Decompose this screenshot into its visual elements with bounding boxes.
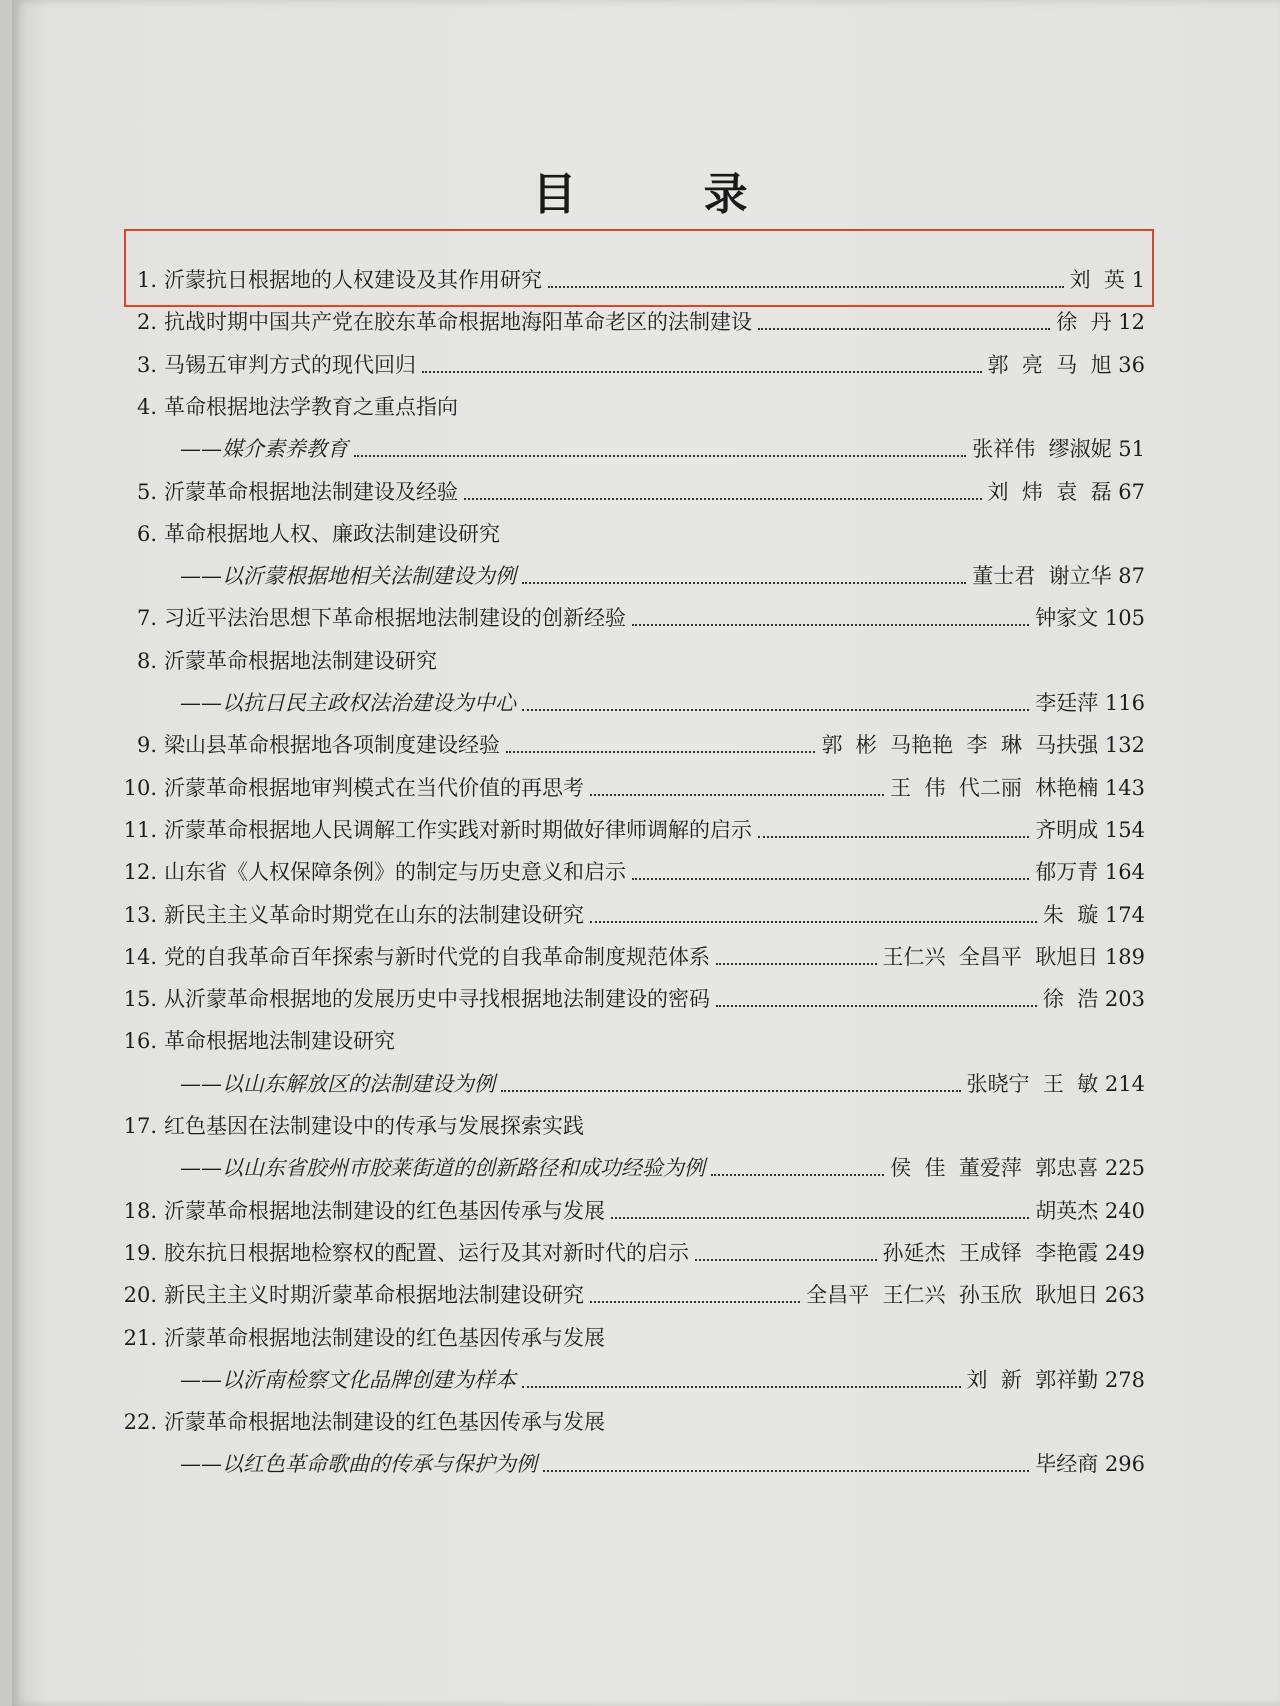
entry-number: 15.: [123, 987, 157, 1012]
entry-title: 胶东抗日根据地检察权的配置、运行及其对新时代的启示: [164, 1240, 689, 1265]
dot-leader: [590, 921, 1037, 923]
entry-authors-page: [883, 939, 1145, 975]
toc-entry: [0, 1235, 1280, 1271]
entry-title: 马锡五审判方式的现代回归: [164, 352, 416, 377]
entry-authors-page: [967, 1066, 1145, 1102]
entry-authors-page: [1035, 1193, 1145, 1229]
entry-authors-page: [1035, 812, 1145, 848]
toc-entry: [0, 516, 1280, 552]
entry-number: 4.: [136, 394, 157, 419]
entry-authors: 张祥伟 缪淑妮: [972, 437, 1112, 462]
dot-leader: [716, 963, 877, 965]
entry-authors-page: [1043, 981, 1145, 1017]
entry-authors-page: [967, 1362, 1145, 1398]
dot-leader: [590, 1301, 800, 1303]
entry-authors-page: [1070, 262, 1145, 298]
entry-title: 革命根据地法学教育之重点指向: [164, 394, 458, 419]
toc-entry: [0, 643, 1280, 679]
entry-page-number: 240: [1104, 1198, 1145, 1223]
entry-authors-page: [1035, 854, 1145, 890]
toc-entry-subtitle-line: [0, 431, 1280, 467]
entry-number: 3.: [136, 352, 157, 377]
entry-page-number: 296: [1104, 1452, 1145, 1477]
toc-entry-subtitle-line: [0, 1150, 1280, 1186]
entry-authors: 刘 炜 袁 磊: [987, 479, 1112, 504]
entry-authors: 钟家文: [1035, 606, 1099, 631]
toc-entry: [0, 474, 1280, 510]
entry-title: 沂蒙革命根据地法制建设的红色基因传承与发展: [164, 1325, 605, 1350]
entry-title: 沂蒙革命根据地审判模式在当代价值的再思考: [164, 775, 584, 800]
entry-authors-page: [972, 431, 1145, 467]
entry-number: 10.: [123, 775, 157, 800]
entry-title: 从沂蒙革命根据地的发展历史中寻找根据地法制建设的密码: [164, 987, 710, 1012]
toc-entry-subtitle-line: [0, 1362, 1280, 1398]
entry-title: 新民主主义革命时期党在山东的法制建设研究: [164, 902, 584, 927]
entry-number: 7.: [136, 606, 157, 631]
entry-authors: 胡英杰: [1035, 1198, 1099, 1223]
entry-title: 抗战时期中国共产党在胶东革命根据地海阳革命老区的法制建设: [164, 310, 752, 335]
entry-authors-page: [988, 347, 1145, 383]
entry-page-number: 105: [1104, 606, 1145, 631]
entry-page-number: 87: [1118, 564, 1145, 589]
entry-authors: 董士君 谢立华: [972, 564, 1112, 589]
entry-number: 12.: [123, 860, 157, 885]
entry-title: 革命根据地法制建设研究: [164, 1029, 395, 1054]
toc-entry: [0, 262, 1280, 298]
toc-entry: [0, 854, 1280, 890]
entry-authors-page: [1035, 600, 1145, 636]
dot-leader: [758, 328, 1050, 330]
entry-authors: 王仁兴 全昌平 耿旭日: [882, 944, 1099, 969]
entry-number: 8.: [136, 648, 157, 673]
toc-entry: [0, 1320, 1280, 1356]
dot-leader: [501, 1090, 961, 1092]
toc-entry: [0, 727, 1280, 763]
entry-number: 1.: [136, 268, 157, 292]
entry-authors-page: [883, 1235, 1145, 1271]
entry-title: 沂蒙抗日根据地的人权建设及其作用研究: [164, 268, 542, 292]
toc-entry: [0, 981, 1280, 1017]
entry-page-number: 203: [1104, 987, 1145, 1012]
dot-leader: [548, 286, 1064, 288]
dot-leader: [716, 1005, 1037, 1007]
dot-leader: [711, 1174, 884, 1176]
dot-leader: [522, 1386, 961, 1388]
entry-authors: 朱 璇: [1042, 902, 1099, 927]
dot-leader: [590, 794, 884, 796]
dot-leader: [695, 1259, 877, 1261]
entry-authors-page: [821, 727, 1145, 763]
dot-leader: [522, 582, 966, 584]
entry-page-number: 189: [1104, 944, 1145, 969]
entry-number: 14.: [123, 944, 157, 969]
toc-entry: [0, 1023, 1280, 1059]
entry-page-number: 249: [1104, 1240, 1145, 1265]
entry-authors: 毕经商: [1035, 1452, 1099, 1477]
entry-title: 沂蒙革命根据地法制建设的红色基因传承与发展: [164, 1410, 605, 1435]
toc-entry-subtitle-line: [0, 1446, 1280, 1482]
entry-authors: 王 伟 代二丽 林艳楠: [890, 775, 1099, 800]
entry-page-number: 116: [1104, 691, 1145, 715]
entry-authors-page: [1035, 685, 1145, 721]
entry-page-number: 143: [1104, 775, 1145, 800]
entry-authors: 侯 佳 董爱萍 郭忠喜: [890, 1156, 1099, 1181]
entry-title: 沂蒙革命根据地人民调解工作实践对新时期做好律师调解的启示: [164, 817, 752, 842]
dot-leader: [632, 624, 1029, 626]
entry-subtitle: ——以山东省胶州市胶莱街道的创新路径和成功经验为例: [180, 1156, 705, 1181]
entry-number: 11.: [123, 817, 157, 842]
entry-authors: 郁万青: [1035, 860, 1099, 885]
entry-authors: 孙延杰 王成铎 李艳霞: [882, 1240, 1099, 1265]
entry-page-number: 214: [1104, 1071, 1145, 1096]
entry-authors: 徐 浩: [1042, 987, 1099, 1012]
entry-authors-page: [988, 474, 1145, 510]
toc-entry: [0, 1108, 1280, 1144]
dot-leader: [758, 836, 1029, 838]
entry-number: 17.: [123, 1114, 157, 1138]
dot-leader: [632, 878, 1029, 880]
entry-subtitle: ——媒介素养教育: [180, 437, 348, 462]
entry-subtitle: ——以抗日民主政权法治建设为中心: [180, 691, 516, 715]
entry-number: 6.: [136, 521, 157, 546]
entry-authors: 刘 英: [1069, 268, 1125, 292]
entry-authors-page: [1035, 1446, 1145, 1482]
entry-title: 山东省《人权保障条例》的制定与历史意义和启示: [164, 860, 626, 885]
entry-title: 沂蒙革命根据地法制建设研究: [164, 648, 437, 673]
entry-title: 沂蒙革命根据地法制建设的红色基因传承与发展: [164, 1198, 605, 1223]
entry-number: 21.: [123, 1325, 157, 1350]
entry-title: 新民主主义时期沂蒙革命根据地法制建设研究: [164, 1283, 584, 1308]
entry-title: 党的自我革命百年探索与新时代党的自我革命制度规范体系: [164, 944, 710, 969]
entry-title: 红色基因在法制建设中的传承与发展探索实践: [164, 1114, 584, 1138]
entry-page-number: 174: [1104, 902, 1145, 927]
toc-entry: [0, 304, 1280, 340]
entry-number: 19.: [123, 1240, 157, 1265]
entry-authors: 郭 亮 马 旭: [987, 352, 1112, 377]
dot-leader: [543, 1470, 1029, 1472]
page-title: 目 录: [532, 169, 804, 220]
toc-entry: [0, 1193, 1280, 1229]
toc-entry: [0, 939, 1280, 975]
entry-number: 18.: [123, 1198, 157, 1223]
entry-authors: 郭 彬 马艳艳 李 琳 马扶强: [821, 733, 1099, 758]
entry-page-number: 1: [1131, 268, 1145, 292]
entry-page-number: 132: [1104, 733, 1145, 758]
entry-subtitle: ——以山东解放区的法制建设为例: [180, 1071, 495, 1096]
entry-page-number: 164: [1104, 860, 1145, 885]
entry-number: 2.: [136, 310, 157, 335]
entry-title: 梁山县革命根据地各项制度建设经验: [164, 733, 500, 758]
entry-authors-page: [890, 770, 1145, 806]
entry-page-number: 263: [1104, 1283, 1145, 1308]
dot-leader: [464, 498, 982, 500]
entry-page-number: 278: [1104, 1367, 1145, 1392]
entry-subtitle: ——以沂蒙根据地相关法制建设为例: [180, 564, 516, 589]
entry-authors-page: [806, 1277, 1145, 1313]
toc-entry: [0, 600, 1280, 636]
entry-number: 13.: [123, 902, 157, 927]
dot-leader: [354, 455, 966, 457]
entry-authors: 齐明成: [1035, 817, 1099, 842]
entry-page-number: 154: [1104, 817, 1145, 842]
entry-authors-page: [972, 558, 1145, 594]
toc-entry: [0, 1277, 1280, 1313]
entry-page-number: 12: [1118, 310, 1145, 335]
dot-leader: [611, 1217, 1029, 1219]
dot-leader: [506, 751, 815, 753]
entry-title: 沂蒙革命根据地法制建设及经验: [164, 479, 458, 504]
entry-authors: 全昌平 王仁兴 孙玉欣 耿旭日: [806, 1283, 1099, 1308]
entry-number: 9.: [136, 733, 157, 758]
toc-entry-subtitle-line: [0, 685, 1280, 721]
entry-title: 革命根据地人权、廉政法制建设研究: [164, 521, 500, 546]
entry-subtitle: ——以红色革命歌曲的传承与保护为例: [180, 1452, 537, 1477]
entry-authors-page: [1056, 304, 1145, 340]
dot-leader: [422, 371, 982, 373]
entry-number: 22.: [123, 1410, 157, 1435]
toc-entry: [0, 770, 1280, 806]
entry-authors: 张晓宁 王 敏: [966, 1071, 1099, 1096]
entry-page-number: 67: [1118, 479, 1145, 504]
entry-page-number: 225: [1104, 1156, 1145, 1181]
entry-number: 16.: [123, 1029, 157, 1054]
toc-entry: [0, 897, 1280, 933]
entry-authors-page: [890, 1150, 1145, 1186]
toc-entry: [0, 347, 1280, 383]
entry-authors: 李廷萍: [1035, 691, 1099, 715]
entry-subtitle: ——以沂南检察文化品牌创建为样本: [180, 1367, 516, 1392]
entry-page-number: 36: [1118, 352, 1145, 377]
toc-entry-subtitle-line: [0, 1066, 1280, 1102]
toc-entry: [0, 389, 1280, 425]
entry-authors: 刘 新 郭祥勤: [966, 1367, 1099, 1392]
toc-entry-subtitle-line: [0, 558, 1280, 594]
entry-authors: 徐 丹: [1056, 310, 1112, 335]
entry-page-number: 51: [1118, 437, 1145, 462]
entry-title: 习近平法治思想下革命根据地法制建设的创新经验: [164, 606, 626, 631]
dot-leader: [522, 709, 1029, 711]
toc-entry: [0, 812, 1280, 848]
entry-number: 20.: [123, 1283, 157, 1308]
entry-number: 5.: [136, 479, 157, 504]
entry-authors-page: [1043, 897, 1145, 933]
toc-entry: [0, 1404, 1280, 1440]
